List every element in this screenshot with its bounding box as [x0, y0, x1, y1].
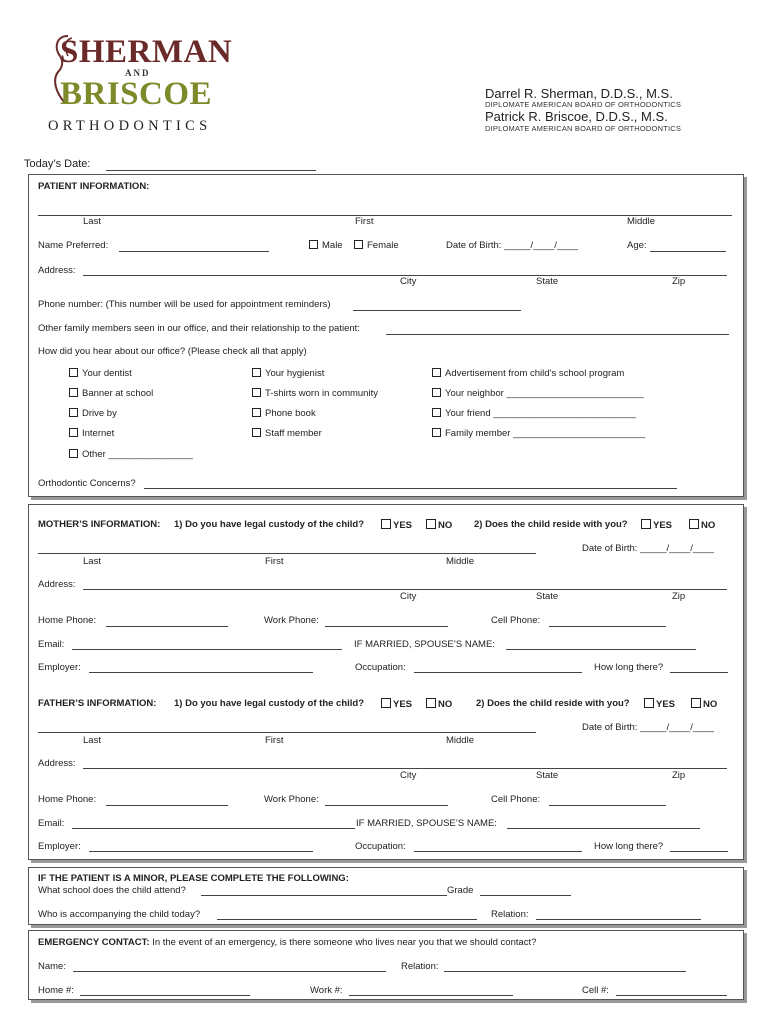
father-employer-field[interactable] — [89, 851, 313, 852]
age-field[interactable] — [650, 251, 726, 252]
mother-header: MOTHER’S INFORMATION: — [38, 519, 161, 530]
checkbox[interactable] — [252, 388, 261, 397]
mother-address-field[interactable] — [83, 589, 727, 590]
mother-q2-no[interactable]: NO — [689, 519, 715, 531]
mother-email-label: Email: — [38, 639, 65, 650]
logo-line3: ORTHODONTICS — [48, 118, 212, 134]
father-q1-yes[interactable]: YES — [381, 698, 412, 710]
father-employer-label: Employer: — [38, 841, 81, 852]
emergency-relation-label: Relation: — [401, 961, 439, 972]
mother-cell-phone-field[interactable] — [549, 626, 666, 627]
mother-occupation-field[interactable] — [414, 672, 582, 673]
mother-cell-phone-label: Cell Phone: — [491, 615, 541, 626]
emergency-work-field[interactable] — [349, 995, 513, 996]
father-occupation-field[interactable] — [414, 851, 582, 852]
mother-employer-field[interactable] — [89, 672, 313, 673]
father-home-phone-field[interactable] — [106, 805, 228, 806]
checkbox[interactable] — [426, 698, 436, 708]
female-option[interactable]: Female — [354, 240, 399, 251]
mother-work-phone-label: Work Phone: — [264, 615, 319, 626]
parents-section — [28, 504, 744, 860]
emergency-relation-field[interactable] — [444, 971, 686, 972]
father-q2: 2) Does the child reside with you? — [476, 698, 630, 709]
father-q2-no[interactable]: NO — [691, 698, 717, 710]
patient-first-label: First — [355, 216, 374, 227]
mother-last-label: Last — [83, 556, 101, 567]
mother-state-label: State — [536, 591, 559, 602]
patient-section — [28, 174, 744, 497]
checkbox[interactable] — [69, 388, 78, 397]
minor-relation-label: Relation: — [491, 909, 529, 920]
doctor-1-title: DIPLOMATE AMERICAN BOARD OF ORTHODONTICS — [485, 100, 682, 109]
checkbox[interactable] — [691, 698, 701, 708]
minor-header: IF THE PATIENT IS A MINOR, PLEASE COMPLETE THE FOLLOWING: — [38, 873, 349, 884]
mother-dob-label: Date of Birth: _____/____/____ — [582, 543, 715, 554]
checkbox[interactable] — [381, 698, 391, 708]
father-header: FATHER’S INFORMATION: — [38, 698, 157, 709]
mother-q1: 1) Do you have legal custody of the child? — [174, 519, 365, 530]
phone-field[interactable] — [353, 310, 521, 311]
mother-employer-label: Employer: — [38, 662, 81, 673]
mother-work-phone-field[interactable] — [325, 626, 448, 627]
father-address-field[interactable] — [83, 768, 727, 769]
father-q1-no[interactable]: NO — [426, 698, 452, 710]
patient-zip-label: Zip — [672, 276, 686, 287]
checkbox[interactable] — [432, 388, 441, 397]
father-email-label: Email: — [38, 818, 65, 829]
hear-option[interactable]: Your friend ___________________________ — [432, 408, 636, 419]
hear-option[interactable]: Staff member — [252, 428, 322, 439]
logo-line2: BRISCOE — [60, 76, 213, 112]
mother-address-label: Address: — [38, 579, 76, 590]
male-option[interactable]: Male — [309, 240, 343, 251]
checkbox[interactable] — [641, 519, 651, 529]
patient-city-label: City — [400, 276, 417, 287]
checkbox[interactable] — [252, 368, 261, 377]
accompany-label: Who is accompanying the child today? — [38, 909, 201, 920]
female-checkbox[interactable] — [354, 240, 363, 249]
emergency-home-field[interactable] — [80, 995, 250, 996]
checkbox[interactable] — [252, 408, 261, 417]
male-checkbox[interactable] — [309, 240, 318, 249]
family-label: Other family members seen in our office, and their relationship to the patient: — [38, 323, 360, 334]
father-dob-label: Date of Birth: _____/____/____ — [582, 722, 715, 733]
mother-q1-no[interactable]: NO — [426, 519, 452, 531]
emergency-work-label: Work #: — [310, 985, 343, 996]
name-preferred-label: Name Preferred: — [38, 240, 109, 251]
mother-first-label: First — [265, 556, 284, 567]
father-q1: 1) Do you have legal custody of the child? — [174, 698, 365, 709]
doctor-1-name: Darrel R. Sherman, D.D.S., M.S. — [485, 86, 673, 101]
hear-option[interactable]: Banner at school — [69, 388, 153, 399]
father-state-label: State — [536, 770, 559, 781]
todays-date-field[interactable] — [106, 170, 316, 171]
mother-how-long-label: How long there? — [594, 662, 664, 673]
mother-zip-label: Zip — [672, 591, 686, 602]
father-last-label: Last — [83, 735, 101, 746]
mother-how-long-field[interactable] — [670, 672, 728, 673]
father-spouse-label: IF MARRIED, SPOUSE’S NAME: — [356, 818, 497, 829]
patient-state-label: State — [536, 276, 559, 287]
emergency-question: In the event of an emergency, is there someone who lives near you that we should contact? — [152, 937, 537, 948]
father-cell-phone-field[interactable] — [549, 805, 666, 806]
grade-label: Grade — [447, 885, 474, 896]
accompany-field[interactable] — [217, 919, 477, 920]
hear-option[interactable]: T-shirts worn in community — [252, 388, 378, 399]
father-occupation-label: Occupation: — [355, 841, 406, 852]
emergency-name-field[interactable] — [73, 971, 386, 972]
emergency-home-label: Home #: — [38, 985, 74, 996]
mother-home-phone-label: Home Phone: — [38, 615, 97, 626]
mother-spouse-field[interactable] — [506, 649, 696, 650]
checkbox[interactable] — [432, 368, 441, 377]
father-cell-phone-label: Cell Phone: — [491, 794, 541, 805]
family-field[interactable] — [386, 334, 729, 335]
emergency-cell-label: Cell #: — [582, 985, 609, 996]
father-spouse-field[interactable] — [507, 828, 700, 829]
checkbox[interactable] — [432, 428, 441, 437]
patient-dob-label: Date of Birth: _____/____/____ — [446, 240, 579, 251]
hear-option[interactable]: Drive by — [69, 408, 117, 419]
mother-email-field[interactable] — [72, 649, 342, 650]
father-first-label: First — [265, 735, 284, 746]
hear-option[interactable]: Advertisement from child’s school program — [432, 368, 624, 379]
mother-q2: 2) Does the child reside with you? — [474, 519, 628, 530]
father-work-phone-label: Work Phone: — [264, 794, 319, 805]
father-city-label: City — [400, 770, 417, 781]
hear-option[interactable]: Internet — [69, 428, 114, 439]
checkbox[interactable] — [69, 428, 78, 437]
school-label: What school does the child attend? — [38, 885, 186, 896]
checkbox[interactable] — [432, 408, 441, 417]
mother-q1-yes[interactable]: YES — [381, 519, 412, 531]
phone-label: Phone number: (This number will be used for appointment reminders) — [38, 299, 331, 310]
mother-q2-yes[interactable]: YES — [641, 519, 672, 531]
school-field[interactable] — [201, 895, 447, 896]
mother-city-label: City — [400, 591, 417, 602]
patient-address-label: Address: — [38, 265, 76, 276]
mother-occupation-label: Occupation: — [355, 662, 406, 673]
checkbox[interactable] — [644, 698, 654, 708]
mother-middle-label: Middle — [446, 556, 474, 567]
father-q2-yes[interactable]: YES — [644, 698, 675, 710]
hear-label: How did you hear about our office? (Please check all that apply) — [38, 346, 307, 357]
father-email-field[interactable] — [72, 828, 355, 829]
father-how-long-field[interactable] — [670, 851, 728, 852]
father-home-phone-label: Home Phone: — [38, 794, 97, 805]
emergency-cell-field[interactable] — [616, 995, 727, 996]
father-middle-label: Middle — [446, 735, 474, 746]
emergency-question-row — [38, 937, 536, 948]
hear-option[interactable]: Your hygienist — [252, 368, 324, 379]
checkbox[interactable] — [689, 519, 699, 529]
hear-option[interactable]: Phone book — [252, 408, 316, 419]
patient-last-label: Last — [83, 216, 101, 227]
logo-and: AND — [125, 68, 151, 78]
mother-home-phone-field[interactable] — [106, 626, 228, 627]
father-name-field[interactable] — [38, 732, 536, 733]
checkbox[interactable] — [252, 428, 261, 437]
patient-header: PATIENT INFORMATION: — [38, 181, 150, 192]
hear-option[interactable]: Family member _________________________ — [432, 428, 645, 439]
patient-middle-label: Middle — [627, 216, 655, 227]
emergency-section — [28, 930, 744, 1000]
checkbox[interactable] — [69, 408, 78, 417]
grade-field[interactable] — [480, 895, 571, 896]
father-address-label: Address: — [38, 758, 76, 769]
checkbox[interactable] — [69, 368, 78, 377]
doctor-2-title: DIPLOMATE AMERICAN BOARD OF ORTHODONTICS — [485, 124, 682, 133]
doctor-2-name: Patrick R. Briscoe, D.D.S., M.S. — [485, 109, 668, 124]
emergency-name-label: Name: — [38, 961, 66, 972]
concerns-field[interactable] — [144, 488, 677, 489]
minor-relation-field[interactable] — [536, 919, 701, 920]
father-zip-label: Zip — [672, 770, 686, 781]
hear-option[interactable]: Your neighbor __________________________ — [432, 388, 644, 399]
age-label: Age: — [627, 240, 647, 251]
todays-date-label: Today’s Date: — [24, 158, 91, 170]
hear-option[interactable]: Your dentist — [69, 368, 132, 379]
checkbox[interactable] — [426, 519, 436, 529]
logo-line1: SHERMAN — [60, 34, 233, 70]
father-how-long-label: How long there? — [594, 841, 664, 852]
name-preferred-field[interactable] — [119, 251, 269, 252]
father-work-phone-field[interactable] — [325, 805, 448, 806]
mother-name-field[interactable] — [38, 553, 536, 554]
minor-section — [28, 867, 744, 925]
emergency-header: EMERGENCY CONTACT: — [38, 937, 150, 948]
checkbox[interactable] — [69, 449, 78, 458]
mother-spouse-label: IF MARRIED, SPOUSE’S NAME: — [354, 639, 495, 650]
checkbox[interactable] — [381, 519, 391, 529]
hear-option[interactable]: Other ________________ — [69, 449, 193, 460]
concerns-label: Orthodontic Concerns? — [38, 478, 136, 489]
